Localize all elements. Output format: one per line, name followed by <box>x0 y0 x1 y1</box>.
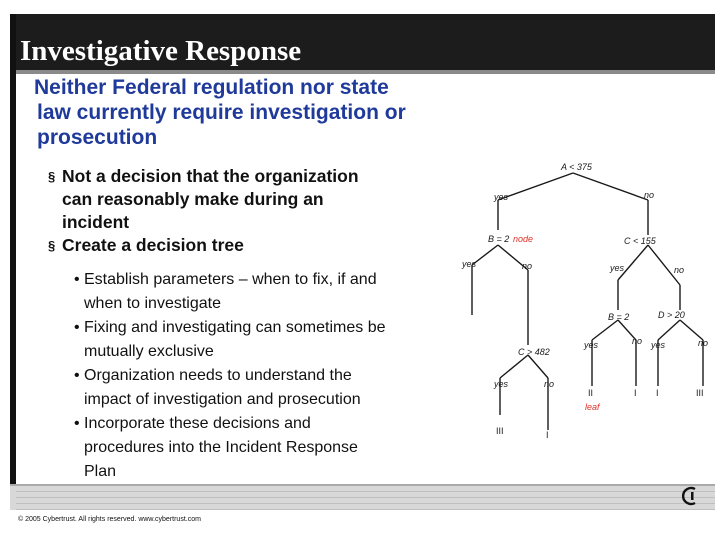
tree-edge-label: no <box>674 265 685 275</box>
sub-bullet-line: Plan <box>84 463 117 480</box>
tree-node-label: D > 20 <box>658 310 685 320</box>
tree-edge-label: yes <box>651 340 666 350</box>
bullet-line: can reasonably make during an <box>62 189 324 209</box>
bullet-line: Not a decision that the organization <box>62 166 359 186</box>
dot-bullet-icon: • <box>74 271 80 288</box>
tree-leaf-label: III <box>496 426 504 436</box>
slide-heading <box>34 75 474 150</box>
tree-edge-label: yes <box>584 340 599 350</box>
bullet-item <box>48 165 448 234</box>
left-accent-bar <box>10 14 16 510</box>
tree-edge-label: no <box>632 336 643 346</box>
sub-bullet-line: procedures into the Incident Response <box>84 439 358 456</box>
bullet-item <box>48 234 448 257</box>
tree-edge-label: no <box>544 379 555 389</box>
square-bullet-icon: § <box>48 238 56 253</box>
tree-leaf-label: III <box>696 388 704 398</box>
tree-edge-label: yes <box>610 263 625 273</box>
sub-bullet-line: Incorporate these decisions and <box>84 415 311 432</box>
bullet-line: Create a decision tree <box>62 235 244 255</box>
dot-bullet-icon: • <box>74 319 80 336</box>
sub-bullet-list <box>74 268 474 484</box>
bottom-band-lines <box>16 486 715 510</box>
footer-copyright: © 2005 Cybertrust. All rights reserved. www.cybertrust.com <box>18 516 201 523</box>
sub-bullet-line: Establish parameters – when to fix, if and <box>84 271 377 288</box>
heading-line: Neither Federal regulation nor state <box>34 76 389 99</box>
tree-leaf-label: I <box>546 430 549 440</box>
tree-edge-label: no <box>698 338 709 348</box>
tree-edge-label: yes <box>494 379 509 389</box>
sub-bullet-item <box>74 412 474 484</box>
dot-bullet-icon: • <box>74 415 80 432</box>
sub-bullet-line: when to investigate <box>84 295 221 312</box>
tree-leaf-label: I <box>656 388 659 398</box>
decision-tree-sketch <box>458 150 720 450</box>
tree-edge-label: no <box>644 190 655 200</box>
tree-node-label: C > 482 <box>518 347 550 357</box>
tree-leaf-note: leaf <box>585 402 600 412</box>
tree-leaf-label: I <box>634 388 637 398</box>
sub-bullet-line: Fixing and investigating can sometimes be <box>84 319 386 336</box>
sub-bullet-item <box>74 364 474 412</box>
tree-edge-label: yes <box>462 259 477 269</box>
tree-node-label: B = 2 <box>608 312 630 322</box>
dot-bullet-icon: • <box>74 367 80 384</box>
cybertrust-logo-icon <box>682 486 702 506</box>
sub-bullet-line: impact of investigation and prosecution <box>84 391 361 408</box>
sub-bullet-item <box>74 268 474 316</box>
tree-edge-label: yes <box>494 192 509 202</box>
slide-title: Investigative Response <box>20 35 302 67</box>
heading-line: prosecution <box>37 126 158 149</box>
tree-node-note: node <box>513 234 534 244</box>
tree-node-label: C < 155 <box>624 236 656 246</box>
tree-edge-label: no <box>522 261 533 271</box>
bullet-line: incident <box>62 212 130 232</box>
tree-root-label: A < 375 <box>561 162 592 172</box>
sub-bullet-line: Organization needs to understand the <box>84 367 352 384</box>
tree-leaf-label: II <box>588 388 594 398</box>
tree-node-label: B = 2 <box>488 234 510 244</box>
sub-bullet-item <box>74 316 474 364</box>
bullet-list <box>48 165 448 257</box>
heading-line: law currently require investigation or <box>37 101 406 124</box>
square-bullet-icon: § <box>48 169 56 184</box>
sub-bullet-line: mutually exclusive <box>84 343 214 360</box>
